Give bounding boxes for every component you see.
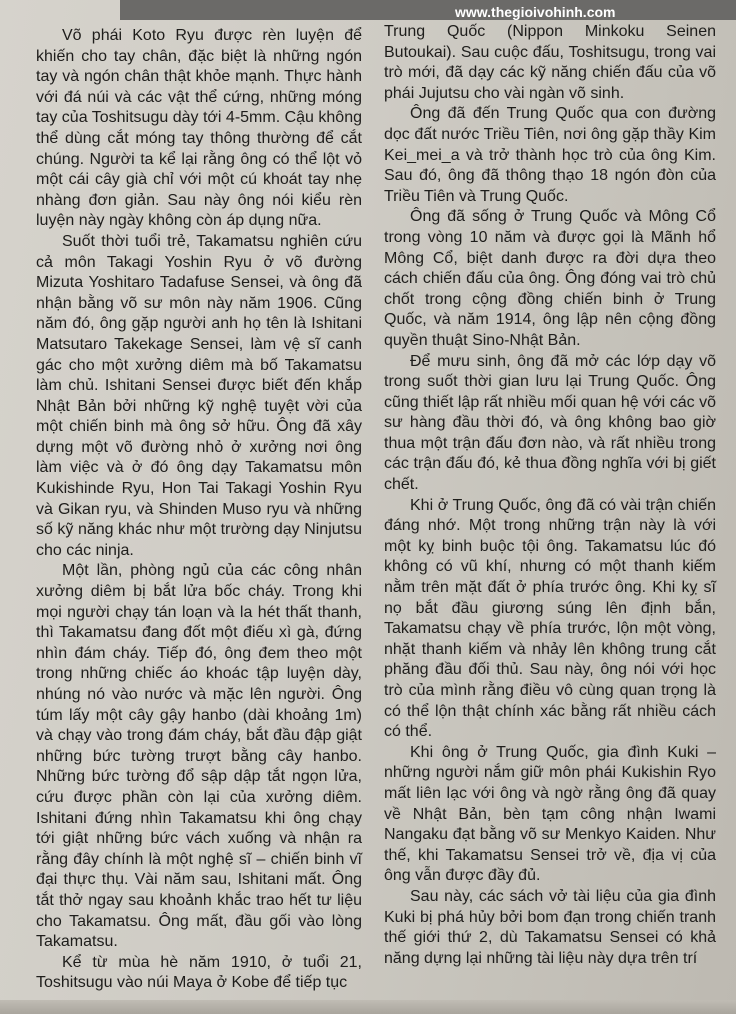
site-url: www.thegioivohinh.com <box>455 4 616 20</box>
paragraph: Sau này, các sách vở tài liệu của gia đình Kuki bị phá hủy bởi bom đạn trong chiến tranh thế giới thứ 2, dù Takamatsu Sensei có khả năng dựng lại những tài liệu này dựa trên trí <box>384 887 716 967</box>
paragraph: Một lần, phòng ngủ của các công nhân xưởng diêm bị bắt lửa bốc cháy. Trong khi mọi người chạy tán loạn và la hét thất thanh, thì Takamatsu đang đốt một điếu xì gà, đứng nhìn đám cháy. Tiếp đó, ông đem theo một trong những chiếc áo khoác tập luyện dày, nhúng nó vào nước và mặc lên người. Ông túm lấy một cây gậy hanbo (dài khoảng 1m) và chạy vào trong đám cháy, bắt đầu đập giật những bức tường trượt bằng cây hanbo. Những bức tường đổ sập dập tắt ngọn lửa, cứu được phần còn lại của xưởng diêm. Ishitani đứng nhìn Takamatsu khi ông chạy tới giật những bức vách xuống và nhận ra rằng đây chính là một nghệ sĩ – chiến binh vĩ đại thực thụ. Vài năm sau, Ishitani mất. Ông tắt thở ngay sau khoảnh khắc trao hết tư liệu cho Takamatsu. Ông mất, đầu gối vào lòng Takamatsu. <box>36 562 362 951</box>
paragraph: Suốt thời tuổi trẻ, Takamatsu nghiên cứu cả môn Takagi Yoshin Ryu ở võ đường Mizuta Yoshitaro Tadafuse Sensei, và ông đã nhận bằng võ sư môn này năm 1906. Cũng năm đó, ông gặp người anh họ tên là Ishitani Matsutaro Takekage Sensei, làm vệ sĩ canh gác cho một xưởng diêm mà bố Takamatsu làm chủ. Ishitani Sensei được biết đến khắp Nhật Bản bởi những kỹ nghệ tuyệt vời của một chiến binh mà ông sở hữu. Ông đã xây dựng một võ đường nhỏ ở xưởng nơi ông làm việc và ở đó ông dạy Takamatsu môn Kukishinde Ryu, Hon Tai Takagi Yoshin Ryu và Gikan ryu, và Shinden Muso ryu và những số kỹ năng khác như một trường dạy Ninjutsu cho các ninja. <box>36 232 362 559</box>
paragraph: Kể từ mùa hè năm 1910, ở tuổi 21, Toshitsugu vào núi Maya ở Kobe để tiếp tục <box>36 953 362 992</box>
paragraph: Khi ông ở Trung Quốc, gia đình Kuki – những người nắm giữ môn phái Kukishin Ryo mất liên lạc với ông và ngờ rằng ông đã quay về Nhật Bản, bèn tạm công nhận Iwami Nangaku đạt bằng võ sư Menkyo Kaiden. Như thế, khi Takamatsu Sensei trở về, địa vị của ông vẫn được đầy đủ. <box>384 743 716 885</box>
left-column <box>36 26 362 994</box>
paragraph-continued: Trung Quốc (Nippon Minkoku Seinen Butoukai). Sau cuộc đấu, Toshitsugu, trong vai trò mới, đã dạy các kỹ năng chiến đấu của võ phái Jujutsu cho vài ngàn võ sinh. <box>384 23 716 102</box>
paragraph: Ông đã đến Trung Quốc qua con đường dọc đất nước Triều Tiên, nơi ông gặp thầy Kim Kei_mei_a và trở thành học trò của ông Kim. Sau đó, ông đã thông thạo 18 ngón đòn của Triều Tiên và Trung Quốc. <box>384 105 716 205</box>
paragraph: Võ phái Koto Ryu được rèn luyện để khiến cho tay chân, đặc biệt là những ngón tay và ngón chân thật khỏe mạnh. Thực hành với đá núi và các vật thể cứng, những móng tay của Toshitsugu dày tới 4-5mm. Cậu không thể dùng cắt móng tay thông thường để cắt chúng. Người ta kể lại rằng ông có thể lột vỏ một cái cây già chỉ với một cú khoát tay nhẹ nhàng đơn giản. Sau này ông nói kiểu rèn luyện này ngày không còn áp dụng nữa. <box>36 27 362 230</box>
header-strip <box>120 0 736 20</box>
paragraph: Ông đã sống ở Trung Quốc và Mông Cổ trong vòng 10 năm và được gọi là Mãnh hổ Mông Cổ, biệt danh được ra đời dựa theo cách chiến đấu của ông. Ông đóng vai trò chủ chốt trong cộng đồng chiến binh ở Trung Quốc, và năm 1914, ông lập nên cộng đồng quyền thuật Sino-Nhật Bản. <box>384 208 716 349</box>
right-column <box>384 22 716 969</box>
page-bottom-edge <box>0 1000 736 1014</box>
paragraph: Để mưu sinh, ông đã mở các lớp dạy võ trong suốt thời gian lưu lại Trung Quốc. Ông cũng thiết lập rất nhiều mối quan hệ với các võ sư hàng đầu thời đó, và ông không bao giờ thua một trận đấu đơn nào, và rất nhiều trong các trận đấu đó, kẻ thua đồng nghĩa với bị giết chết. <box>384 352 716 494</box>
paragraph: Khi ở Trung Quốc, ông đã có vài trận chiến đáng nhớ. Một trong những trận này là với một kỵ binh buộc tội ông. Takamatsu lúc đó không có vũ khí, nhưng có một thanh kiếm nằm trên mặt đất ở phía trước ông. Khi kỵ sĩ nọ bắt đầu giương súng lên định bắn, Takamatsu chạy về phía trước, lộn một vòng, nhặt thanh kiếm và nhảy lên không trung cắt phăng đầu đối thủ. Sau này, ông nói với học trò của mình rằng điều vô cùng quan trọng là có thể lộn thật chính xác bằng rất nhiều cách có thể. <box>384 496 716 741</box>
